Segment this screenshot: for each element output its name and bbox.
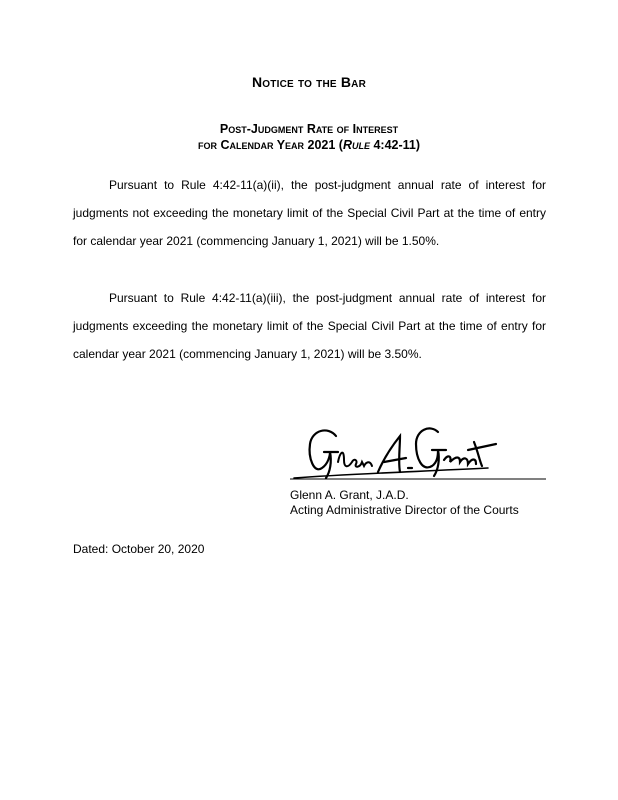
page-title: Notice to the Bar — [252, 74, 366, 90]
signer-title: Acting Administrative Director of the Courts — [290, 503, 519, 517]
subtitle-suffix: 4:42-11) — [370, 138, 421, 152]
subtitle-prefix: for Calendar Year 2021 ( — [197, 138, 343, 152]
dated-line: Dated: October 20, 2020 — [73, 542, 205, 556]
signature-stroke-g — [310, 430, 338, 478]
subtitle-rule-word: Rule — [342, 138, 370, 152]
subtitle-line-2 — [0, 137, 618, 154]
signature-stroke-a — [378, 436, 412, 472]
handwritten-signature — [288, 422, 548, 482]
body-paragraph-1: Pursuant to Rule 4:42-11(a)(ii), the post-judgment annual rate of interest for judgments not exceeding the monetary limit of the Special Civil Part at the time of entry for calendar year 2021 (commencing January 1, 2021) will be 1.50%. — [73, 178, 546, 248]
body-paragraph-2: Pursuant to Rule 4:42-11(a)(iii), the post-judgment annual rate of interest for judgments exceeding the monetary limit of the Special Civil Part at the time of entry for calendar year 2021 (commencing January 1, 2021) will be 3.50%. — [73, 291, 546, 361]
signature-flourish — [294, 468, 488, 478]
signature-stroke-len — [338, 453, 372, 467]
signature-svg — [288, 422, 548, 482]
signer-name: Glenn A. Grant, J.A.D. — [290, 488, 409, 502]
subtitle-line-1: Post-Judgment Rate of Interest — [219, 122, 399, 136]
